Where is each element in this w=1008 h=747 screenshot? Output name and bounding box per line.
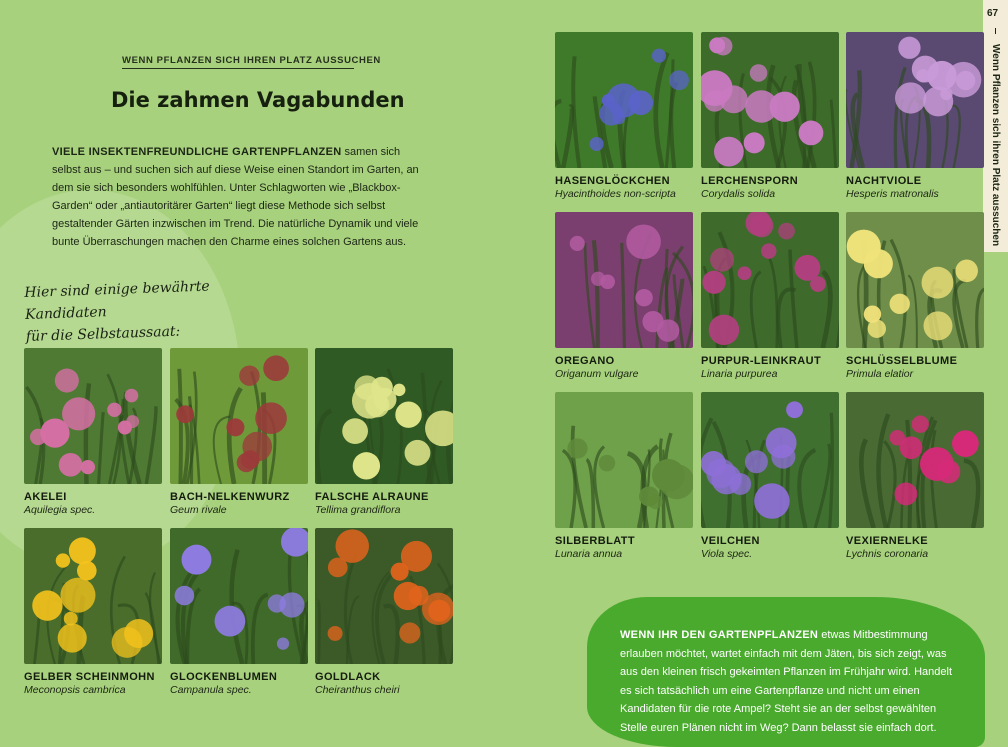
plant-name: GELBER SCHEINMOHN bbox=[24, 671, 155, 683]
oregano-photo bbox=[555, 212, 693, 348]
intro-lead: VIELE INSEKTENFREUNDLICHE GARTENPFLANZEN bbox=[52, 146, 342, 158]
plant-card bbox=[170, 528, 308, 696]
plant-card bbox=[555, 212, 693, 380]
nachtviole-photo bbox=[846, 32, 984, 168]
handwritten-line-2: für die Selbstaussaat: bbox=[25, 323, 181, 345]
tip-lead: WENN IHR DEN GARTENPFLANZEN bbox=[620, 629, 819, 641]
plant-name: GOLDLACK bbox=[315, 671, 381, 683]
plant-photo-illustration bbox=[846, 212, 984, 348]
intro-body: samen sich selbst aus – und suchen sich auf diese Weise einen Standort im Garten, an dem sie sich besonders wohlfühlen. Unter Schlagworten wie „Blackbox-Garden“ oder „antiautoritärer Garten“ liegt diese Methode sich selbst gestaltender Gärten inzwischen im Trend. Die natürliche Dynamik und viele bunte Überraschungen machen den Charme eines solchen Gartens aus. bbox=[52, 146, 419, 248]
tip-text bbox=[620, 626, 960, 737]
plant-photo-illustration bbox=[315, 348, 453, 484]
plant-card bbox=[846, 212, 984, 380]
plant-photo-illustration bbox=[555, 32, 693, 168]
plant-latin-name: Geum rivale bbox=[170, 504, 227, 516]
plant-name: SCHLÜSSELBLUME bbox=[846, 355, 958, 367]
plant-photo-illustration bbox=[846, 32, 984, 168]
plant-latin-name: Meconopsis cambrica bbox=[24, 684, 126, 696]
plant-card bbox=[701, 392, 839, 560]
purpur-leinkraut-photo bbox=[701, 212, 839, 348]
plant-latin-name: Lunaria annua bbox=[555, 548, 623, 560]
plant-photo-illustration bbox=[555, 392, 693, 528]
plant-photo-illustration bbox=[24, 348, 162, 484]
plant-name: GLOCKENBLUMEN bbox=[170, 671, 278, 683]
plant-latin-name: Origanum vulgare bbox=[555, 368, 639, 380]
page-number: 67 bbox=[987, 8, 999, 19]
plant-latin-name: Viola spec. bbox=[701, 548, 753, 560]
bach-nelkenwurz-photo bbox=[170, 348, 308, 484]
handwritten-note bbox=[24, 273, 286, 348]
plant-card bbox=[24, 348, 162, 516]
schluesselblume-photo bbox=[846, 212, 984, 348]
gelber-scheinmohn-photo bbox=[24, 528, 162, 664]
handwritten-line-1: Hier sind einige bewährte Kandidaten bbox=[24, 278, 210, 323]
plant-latin-name: Lychnis coronaria bbox=[846, 548, 929, 560]
plant-card bbox=[315, 348, 453, 516]
plant-card bbox=[170, 348, 308, 516]
tip-body: etwas Mitbestimmung erlauben möchtet, wartet einfach mit dem Jäten, bis sich zeigt, was aus den kleinen frisch gekeimten Pflanzen im Frühjahr wird. Handelt es sich tatsächlich um eine Gartenpflanze und nicht um einen Kandidaten für die rote Ampel? Steht sie an der selbst gewählten Stelle euren Plänen nicht im Weg? Dann belasst sie einfach dort. bbox=[620, 629, 952, 734]
hasengloeckchen-photo bbox=[555, 32, 693, 168]
plant-latin-name: Hyacinthoides non-scripta bbox=[555, 188, 676, 200]
plant-card bbox=[24, 528, 162, 696]
plant-latin-name: Cheiranthus cheiri bbox=[315, 684, 400, 696]
page-tab-divider bbox=[995, 28, 996, 34]
plant-latin-name: Hesperis matronalis bbox=[846, 188, 939, 200]
plant-name: LERCHENSPORN bbox=[701, 175, 799, 187]
plant-name: AKELEI bbox=[24, 491, 67, 503]
plant-name: VEXIERNELKE bbox=[846, 535, 929, 547]
plant-card bbox=[846, 32, 984, 200]
plant-photo-illustration bbox=[701, 392, 839, 528]
plant-card bbox=[701, 32, 839, 200]
plant-name: HASENGLÖCKCHEN bbox=[555, 175, 670, 187]
plant-name: VEILCHEN bbox=[701, 535, 760, 547]
plant-photo-illustration bbox=[170, 528, 308, 664]
running-head: Wenn Pflanzen sich ihren Platz aussuchen bbox=[990, 44, 1001, 247]
goldlack-photo bbox=[315, 528, 453, 664]
plant-name: OREGANO bbox=[555, 355, 615, 367]
section-kicker: WENN PFLANZEN SICH IHREN PLATZ AUSSUCHEN bbox=[122, 55, 381, 66]
plant-card bbox=[701, 212, 839, 380]
plant-latin-name: Corydalis solida bbox=[701, 188, 776, 200]
plant-photo-illustration bbox=[315, 528, 453, 664]
falsche-alraune-photo bbox=[315, 348, 453, 484]
glockenblumen-photo bbox=[170, 528, 308, 664]
plant-photo-illustration bbox=[24, 528, 162, 664]
plant-photo-illustration bbox=[701, 32, 839, 168]
plant-photo-illustration bbox=[170, 348, 308, 484]
plant-card bbox=[315, 528, 453, 696]
plant-name: BACH-NELKENWURZ bbox=[170, 491, 290, 503]
intro-paragraph bbox=[52, 143, 422, 251]
plant-name: PURPUR-LEINKRAUT bbox=[701, 355, 822, 367]
plant-latin-name: Linaria purpurea bbox=[701, 368, 778, 380]
plant-photo-illustration bbox=[701, 212, 839, 348]
vexiernelke-photo bbox=[846, 392, 984, 528]
plant-name: SILBERBLATT bbox=[555, 535, 635, 547]
plant-photo-illustration bbox=[555, 212, 693, 348]
plant-photo-illustration bbox=[846, 392, 984, 528]
kicker-underline bbox=[122, 68, 354, 69]
lerchensporn-photo bbox=[701, 32, 839, 168]
plant-card bbox=[555, 392, 693, 560]
silberblatt-photo bbox=[555, 392, 693, 528]
veilchen-photo bbox=[701, 392, 839, 528]
plant-name: FALSCHE ALRAUNE bbox=[315, 491, 429, 503]
plant-latin-name: Tellima grandiflora bbox=[315, 504, 401, 516]
plant-name: NACHTVIOLE bbox=[846, 175, 922, 187]
plant-latin-name: Aquilegia spec. bbox=[24, 504, 96, 516]
plant-card bbox=[555, 32, 693, 200]
plant-latin-name: Campanula spec. bbox=[170, 684, 252, 696]
plant-latin-name: Primula elatior bbox=[846, 368, 914, 380]
page-title: Die zahmen Vagabunden bbox=[111, 88, 405, 112]
akelei-photo bbox=[24, 348, 162, 484]
plant-card bbox=[846, 392, 984, 560]
